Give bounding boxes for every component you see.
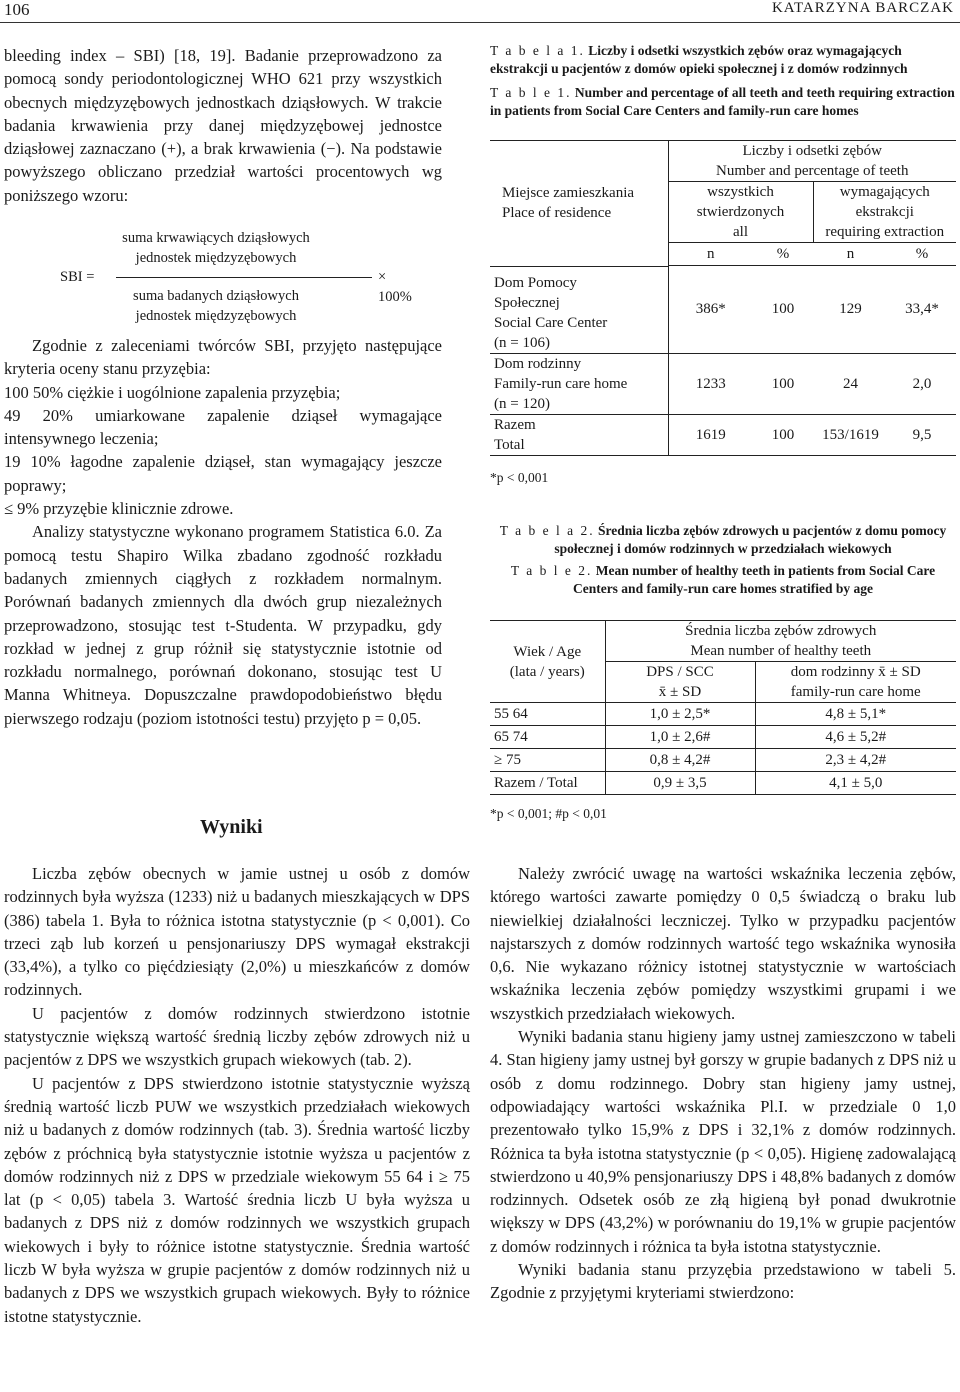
section-title-results: Wyniki — [200, 816, 263, 838]
formula-fraction-bar — [116, 277, 372, 278]
formula-denominator-line-2: jednostek międzyzębowych — [135, 308, 297, 324]
running-header-author: KATARZYNA BARCZAK — [771, 0, 954, 16]
formula-numerator-line-2: jednostek międzyzębowych — [135, 250, 297, 266]
results-paragraph-3: U pacjentów z DPS stwierdzono istotnie statystycznie wyższą średnią wartość liczb PUW we wszystkich przedziałach wiekowych niż u badanych z domów rodzinnych (tab. 3). Średnia wartość liczby zębów z próchnicą była statystycznie istotnie wyższa u pacjentów z domów rodzinnych niż z DPS w przedziale wiekowym 55 64 i ≥ 75 lat (p < 0,05) tabela 3. Wartość średnia liczb U była wyższa u badanych z DPS niż z domów rodzinnych we wszystkich grupach wiekowych i były to różnice istotne statystycznie. Średnia wartość liczb W była wyższa w grupie pacjentów z domów rodzinnych niż u badanych z DPS we wszystkich grupach wiekowych. Były to różnice istotne statystycznie. — [4, 1073, 470, 1326]
header-rule — [0, 22, 960, 23]
criteria-item-3: 19 10% łagodne zapalenie dziąseł, stan wymagający jeszcze poprawy; — [4, 452, 442, 495]
table2-caption — [490, 522, 956, 598]
table1 — [490, 140, 956, 456]
criteria-item-4: ≤ 9% przyzębie klinicznie zdrowe. — [4, 499, 234, 519]
table1-header-all: wszystkich stwierdzonych all — [668, 182, 813, 243]
formula-denominator-line-1: suma badanych dziąsłowych — [133, 288, 299, 304]
table1-header-place: Miejsce zamieszkania Place of residence — [490, 141, 668, 267]
formula-numerator-line-1: suma krwawiących dziąsłowych — [122, 230, 310, 246]
left-column-top — [4, 44, 442, 207]
table-row: Dom rodzinny Family-run care home (n = 120) 1233 100 24 2,0 — [490, 353, 956, 414]
formula-multiplier: × 100% — [378, 269, 412, 305]
table1-caption — [490, 42, 956, 120]
table1-header-p2: % — [888, 243, 956, 266]
table1-header-extraction: wymagających ekstrakcji requiring extraction — [813, 182, 956, 243]
table2-caption-en: T a b l e 2. Mean number of healthy teeth in patients from Social Care Centers and family-run care homes stratified by age — [510, 563, 936, 596]
results-paragraph-2: U pacjentów z domów rodzinnych stwierdzono istotnie statystycznie większą wartość średnią liczby zębów zdrowych niż u pacjentów z DPS we wszystkich grupach wiekowych (tab. 2). — [4, 1003, 470, 1070]
table-row: Razem Total 1619 100 153/1619 9,5 — [490, 414, 956, 455]
table-row: 55 64 1,0 ± 2,5* 4,8 ± 5,1* — [490, 703, 956, 726]
table-row: 65 74 1,0 ± 2,6# 4,6 ± 5,2# — [490, 726, 956, 749]
table-row: Dom Pomocy Społecznej Social Care Center (n = 106) 386* 100 129 33,4* — [490, 266, 956, 353]
table2-caption-pl: T a b e l a 2. Średnia liczba zębów zdrowych u pacjentów z domu pomocy społecznej i domów rodzinnych w przedziałach wiekowych — [499, 523, 947, 556]
results-paragraph-4: Należy zwrócić uwagę na wartości wskaźnika leczenia zębów, którego wartości zawarte pomiędzy 0 0,5 świadczą o braku lub niewielkiej działalności leczniczej. Tylko w przypadku pacjentów najstarszych z domów rodzinnych wartość tego wskaźnika wynosiła 0,6. Nie wykazano różnicy istotnej statystycznie w wartościach wskaźnika leczenia zębów pomiędzy wszystkimi grupami i we wszystkich przedziałach wiekowych. — [490, 864, 956, 1023]
results-paragraph-5: Wyniki badania stanu higieny jamy ustnej zamieszczono w tabeli 4. Stan higieny jamy ustnej był gorszy w grupie badanych z DPS niż u osób z domu rodzinnego. Dobry stan higieny jamy ustnej, odpowiadający wartości wskaźnika Pl.I. w przedziale 0 1,0 prezentowało tylko 15,9% z DPS i 32,1% z domów rodzinnych. Różnica ta była istotna statystycznie (p < 0,05). Higienę zadowalającą stwierdzono u 40,9% pensjonariuszy DPS i 48,8% badanych z domów rodzinnych. Odsetek osób ze złą higieną był ponad dwukrotnie większy w DPS (43,2%) w porównaniu do 19,1% w grupie pacjentów z domów rodzinnych i różnica ta była istotna statystycznie. — [490, 1027, 956, 1256]
table1-footnote: *p < 0,001 — [490, 470, 549, 485]
table2-header-group: Średnia liczba zębów zdrowych Mean number of healthy teeth — [605, 621, 956, 662]
table2 — [490, 620, 956, 795]
criteria-item-1: 100 50% ciężkie i uogólnione zapalenia przyzębia; — [4, 382, 341, 402]
formula-sbi-label: SBI = — [60, 269, 95, 285]
table1-header-group: Liczby i odsetki zębów Number and percentage of teeth — [668, 141, 956, 182]
left-column-bottom — [4, 862, 470, 1328]
table2-footnote: *p < 0,001; #p < 0,01 — [490, 806, 607, 821]
table1-header-n1: n — [668, 243, 753, 266]
formula-numerator — [116, 228, 316, 268]
table2-header-dps: DPS / SCC x̄ ± SD — [605, 662, 755, 703]
table1-caption-en: T a b l e 1. Number and percentage of all teeth and teeth requiring extraction in patients from Social Care Centers and family-run care homes — [490, 85, 955, 118]
methods-paragraph-1: bleeding index – SBI) [18, 19]. Badanie przeprowadzono za pomocą sondy periodontologicznej WHO 621 przy wszystkich obecnych międzyzębowych jednostkach dziąsłowych. W trakcie badania krwawienia przy danej międzyzębowej jednostce dziąsłowej zaznaczano (+), a brak krwawienia (−). Na podstawie powyższego obliczano przedział wartości procentowych wg poniższego wzoru: — [4, 46, 442, 205]
left-column-middle — [4, 334, 442, 730]
table1-caption-pl: T a b e l a 1. Liczby i odsetki wszystkich zębów oraz wymagających ekstrakcji u pacjentów z domów opieki społecznej i z domów rodzinnych — [490, 43, 908, 76]
sbi-formula — [60, 228, 420, 324]
results-paragraph-6: Wyniki badania stanu przyzębia przedstawiono w tabeli 5. Zgodnie z przyjętymi kryteriami stwierdzono: — [490, 1260, 956, 1303]
formula-denominator — [116, 286, 316, 326]
results-paragraph-1: Liczba zębów obecnych w jamie ustnej u osób z domów rodzinnych była wyższa (1233) niż u badanych mieszkających w DPS (386) tabela 1. Była to różnica istotna statystycznie (p < 0,001). Co trzeci ząb lub korzeń u pensjonariuszy DPS wymagał ekstrakcji (33,4%), a tylko co pięćdziesiąty (2,0%) u mieszkańców z domów rodzinnych. — [4, 864, 470, 1000]
right-column-bottom — [490, 862, 956, 1305]
table1-header-p1: % — [753, 243, 813, 266]
table1-header-n2: n — [813, 243, 888, 266]
criteria-intro: Zgodnie z zaleceniami twórców SBI, przyjęto następujące kryteria oceny stanu przyzębia: — [4, 336, 442, 379]
page-number: 106 — [4, 0, 30, 19]
statistics-paragraph: Analizy statystyczne wykonano programem Statistica 6.0. Za pomocą testu Shapiro Wilka zbadano zgodność rozkładu badanych zmiennych ciągłych z rozkładem normalnym. Porównań badanych zmiennych dla dwóch grup niezależnych przeprowadzono, stosując test t-Studenta. W przypadku, gdy rozkład w jednej z grup różnił się statystycznie istotnie od rozkładu normalnego, porównań dokonano, stosując test U Manna Whitneya. Dopuszczalne prawdopodobieństwo błędu pierwszego rodzaju (poziom istotności testu) przyjęto p = 0,05. — [4, 522, 442, 728]
table2-header-family: dom rodzinny x̄ ± SD family-run care home — [755, 662, 956, 703]
table-row: ≥ 75 0,8 ± 4,2# 2,3 ± 4,2# — [490, 749, 956, 772]
table2-header-age: Wiek / Age (lata / years) — [490, 621, 605, 703]
criteria-item-2: 49 20% umiarkowane zapalenie dziąseł wymagające intensywnego leczenia; — [4, 405, 442, 449]
table-row: Razem / Total 0,9 ± 3,5 4,1 ± 5,0 — [490, 772, 956, 795]
